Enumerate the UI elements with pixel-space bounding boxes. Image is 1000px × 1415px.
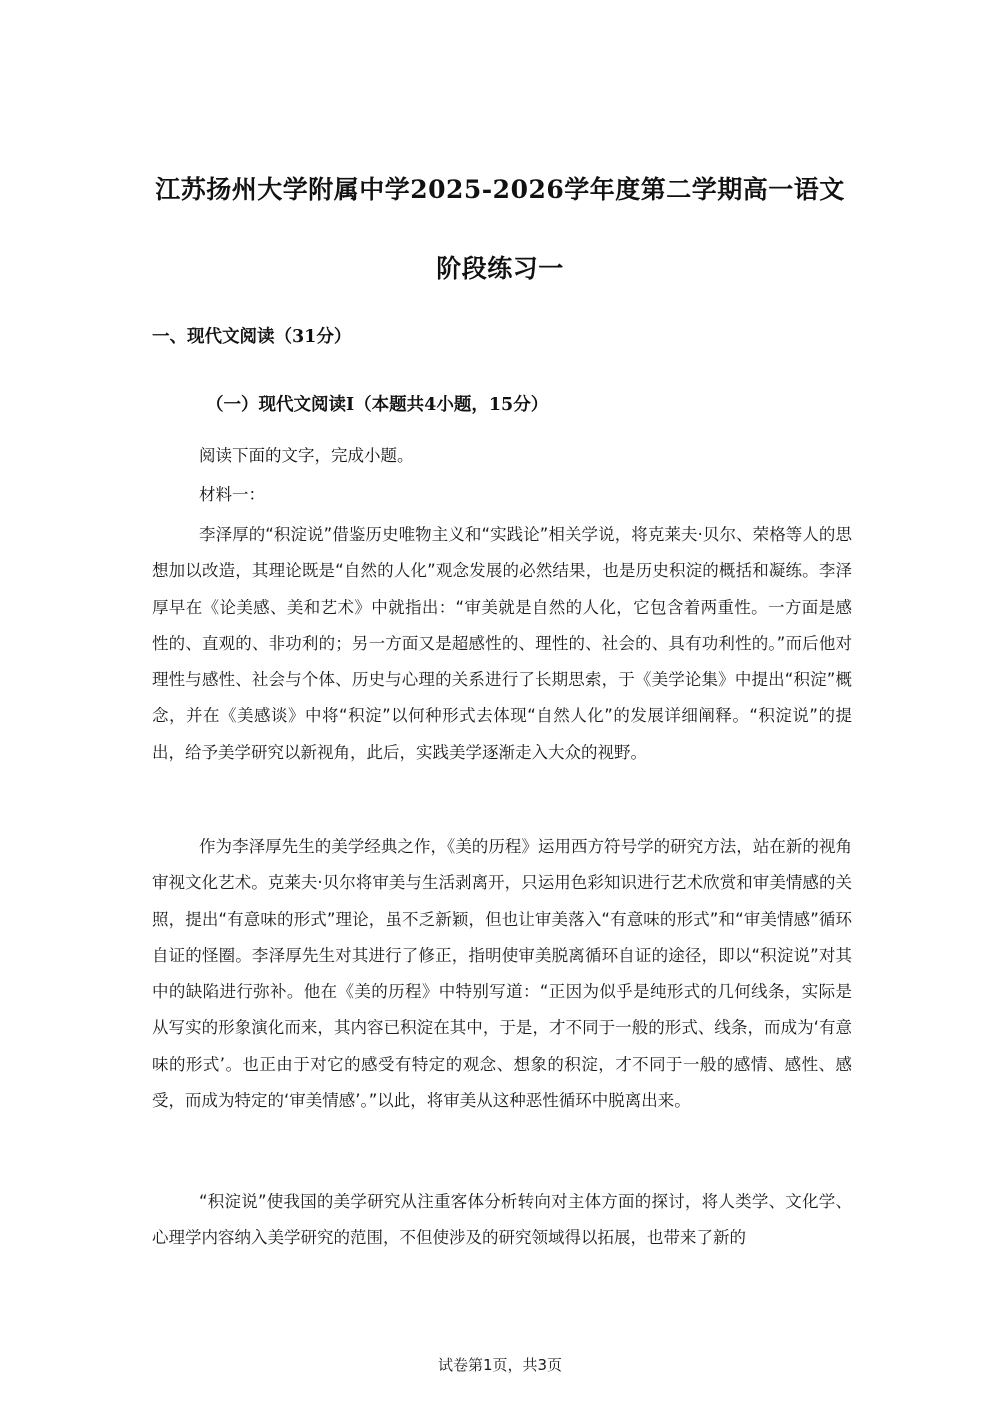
paragraph-1: 李泽厚的“积淀说”借鉴历史唯物主义和“实践论”相关学说，将克莱夫·贝尔、荣格等人的思想加以改造，其理论既是“自然的人化”观念发展的必然结果，也是历史积淀的概括和凝练。李泽厚早在《论美感、美和艺术》中就指出：“审美就是自然的人化，它包含着两重性。一方面是感性的、直观的、非功利的；另一方面又是超感性的、理性的、社会的、具有功利性的。”而后他对理性与感性、社会与个体、历史与心理的关系进行了长期思索，于《美学论集》中提出“积淀”概念，并在《美感谈》中将“积淀”以何种形式去体现“自然人化”的发展详细阐释。“积淀说”的提出，给予美学研究以新视角，此后，实践美学逐渐走入大众的视野。	[152, 525, 852, 762]
reading-instruction: 阅读下面的文字，完成小题。	[199, 446, 414, 465]
page-footer: 试卷第1页，共3页	[437, 1356, 563, 1374]
exam-title-line-2: 阶段练习一	[436, 254, 564, 283]
exam-title-line-1: 江苏扬州大学附属中学2025-2026学年度第二学期高一语文	[155, 175, 845, 204]
material-label: 材料一：	[199, 485, 265, 504]
paragraph-2: 作为李泽厚先生的美学经典之作，《美的历程》运用西方符号学的研究方法，站在新的视角审视文化艺术。克莱夫·贝尔将审美与生活剥离开，只运用色彩知识进行艺术欣赏和审美情感的关照，提出“有意味的形式”理论，虽不乏新颖，但也让审美落入“有意味的形式”和“审美情感”循环自证的怪圈。李泽厚先生对其进行了修正，指明使审美脱离循环自证的途径，即以“积淀说”对其中的缺陷进行弥补。他在《美的历程》中特别写道：“正因为似乎是纯形式的几何线条，实际是从写实的形象演化而来，其内容已积淀在其中，于是，才不同于一般的形式、线条，而成为‘有意味的形式’。也正由于对它的感受有特定的观念、想象的积淀，才不同于一般的感情、感性、感受，而成为特定的‘审美情感’。”以此，将审美从这种恶性循环中脱离出来。	[152, 837, 852, 1111]
section-heading: 一、现代文阅读（31分）	[152, 327, 352, 347]
paragraph-3: “积淀说”使我国的美学研究从注重客体分析转向对主体方面的探讨，将人类学、文化学、心理学内容纳入美学研究的范围，不但使涉及的研究领域得以拓展，也带来了新的	[152, 1192, 852, 1248]
subsection-heading: （一）现代文阅读Ⅰ（本题共4小题，15分）	[206, 395, 549, 415]
